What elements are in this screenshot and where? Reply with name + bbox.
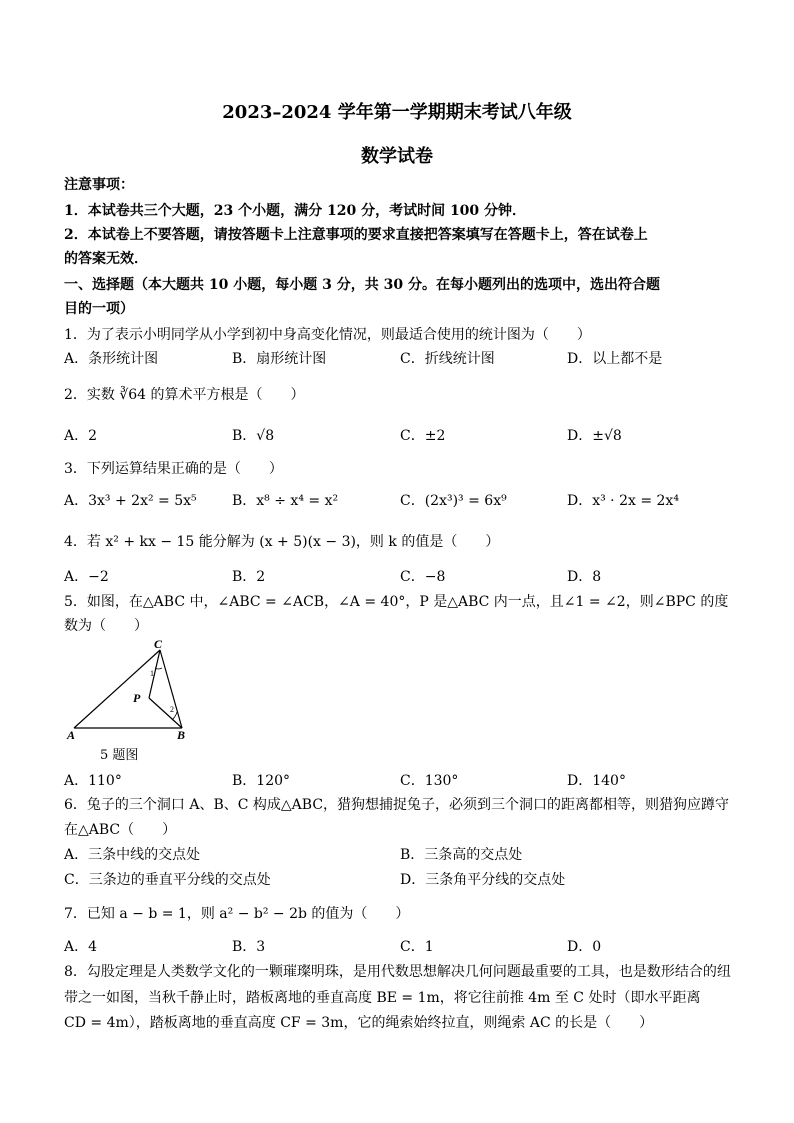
question-7-option-a: A．4 [64,939,98,955]
question-1-option-a: A．条形统计图 [64,351,159,367]
question-3-option-b: B．x⁸ ÷ x⁴ = x² [232,493,339,509]
label-b: B [177,728,186,742]
question-5-stem-line-2: 数为（ ） [64,618,148,634]
question-5-option-b: B．120° [232,773,291,789]
question-7-option-c: C．1 [400,939,434,955]
note-1: 1．本试卷共三个大题，23 个小题，满分 120 分，考试时间 100 分钟． [64,203,527,219]
question-5-stem-line-1: 5．如图，在△ABC 中，∠ABC = ∠ACB，∠A = 40°，P 是△ABC 内一点，且∠1 = ∠2，则∠BPC 的度 [64,594,729,610]
question-2-option-b: B．√8 [232,428,275,444]
question-6-stem-line-1: 6．兔子的三个洞口 A、B、C 构成△ABC，猎狗想捕捉兔子，必须到三个洞口的距离都相等，则猎狗应蹲守 [64,797,730,813]
note-2-line-2: 的答案无效． [64,251,148,267]
label-a: A [67,728,76,742]
triangle-figure [64,636,194,742]
section-1-heading-line-1: 一、选择题（本大题共 10 小题，每小题 3 分，共 30 分。在每小题列出的选项中，选出符合题 [64,277,660,293]
figure-caption: 5 题图 [100,748,139,763]
exam-subtitle: 数学试卷 [361,146,433,167]
exam-title: 2023–2024 学年第一学期期末考试八年级 [222,102,572,123]
question-6-option-d: D．三条角平分线的交点处 [400,872,566,888]
question-8-line-3: CD = 4m），踏板离地的垂直高度 CF = 3m，它的绳索始终拉直，则绳索 AC 的长是（ ） [64,1015,654,1031]
label-p: P [133,691,141,705]
question-8-line-2: 带之一如图，当秋千静止时，踏板离地的垂直高度 BE = 1m，将它往前推 4m 至 C 处时（即水平距离 [64,990,701,1006]
question-6-option-a: A．三条中线的交点处 [64,847,201,863]
question-4-stem: 4．若 x² + kx − 15 能分解为 (x + 5)(x − 3)，则 k 的值是（ ） [64,534,500,550]
label-c: C [154,637,163,651]
question-3-option-c: C．(2x³)³ = 6x⁹ [400,493,507,509]
question-1-stem: 1．为了表示小明同学从小学到初中身高变化情况，则最适合使用的统计图为（ ） [64,327,591,343]
question-5-option-d: D．140° [567,773,626,789]
question-4-option-a: A．−2 [64,569,109,585]
question-6-stem-line-2: 在△ABC（ ） [64,822,177,838]
question-3-stem: 3．下列运算结果正确的是（ ） [64,461,283,477]
question-2-stem: 2．实数 ∛64 的算术平方根是（ ） [64,387,305,403]
question-2-option-d: D．±√8 [567,428,622,444]
question-8-line-1: 8．勾股定理是人类数学文化的一颗璀璨明珠，是用代数思想解决几何问题最重要的工具，也是数形结合的纽 [64,964,731,980]
question-2-option-c: C．±2 [400,428,446,444]
label-angle-1: 1 [150,669,154,678]
notes-heading: 注意事项： [64,177,134,193]
question-3-option-d: D．x³ · 2x = 2x⁴ [567,493,679,509]
section-1-heading-line-2: 目的一项） [64,301,134,317]
question-7-option-d: D．0 [567,939,602,955]
question-4-option-d: D．8 [567,569,602,585]
question-4-option-c: C．−8 [400,569,446,585]
question-1-option-c: C．折线统计图 [400,351,495,367]
question-5-option-a: A．110° [64,773,122,789]
question-2-option-a: A．2 [64,428,98,444]
question-1-option-d: D．以上都不是 [567,351,663,367]
question-6-option-b: B．三条高的交点处 [400,847,523,863]
question-7-stem: 7．已知 a − b = 1，则 a² − b² − 2b 的值为（ ） [64,906,410,922]
question-1-option-b: B．扇形统计图 [232,351,327,367]
label-angle-2: 2 [170,705,174,714]
question-5-option-c: C．130° [400,773,459,789]
note-2-line-1: 2．本试卷上不要答题，请按答题卡上注意事项的要求直接把答案填写在答题卡上，答在试卷上 [64,227,648,243]
question-6-option-c: C．三条边的垂直平分线的交点处 [64,872,271,888]
question-4-option-b: B．2 [232,569,266,585]
question-7-option-b: B．3 [232,939,266,955]
question-3-option-a: A．3x³ + 2x² = 5x⁵ [64,493,197,509]
